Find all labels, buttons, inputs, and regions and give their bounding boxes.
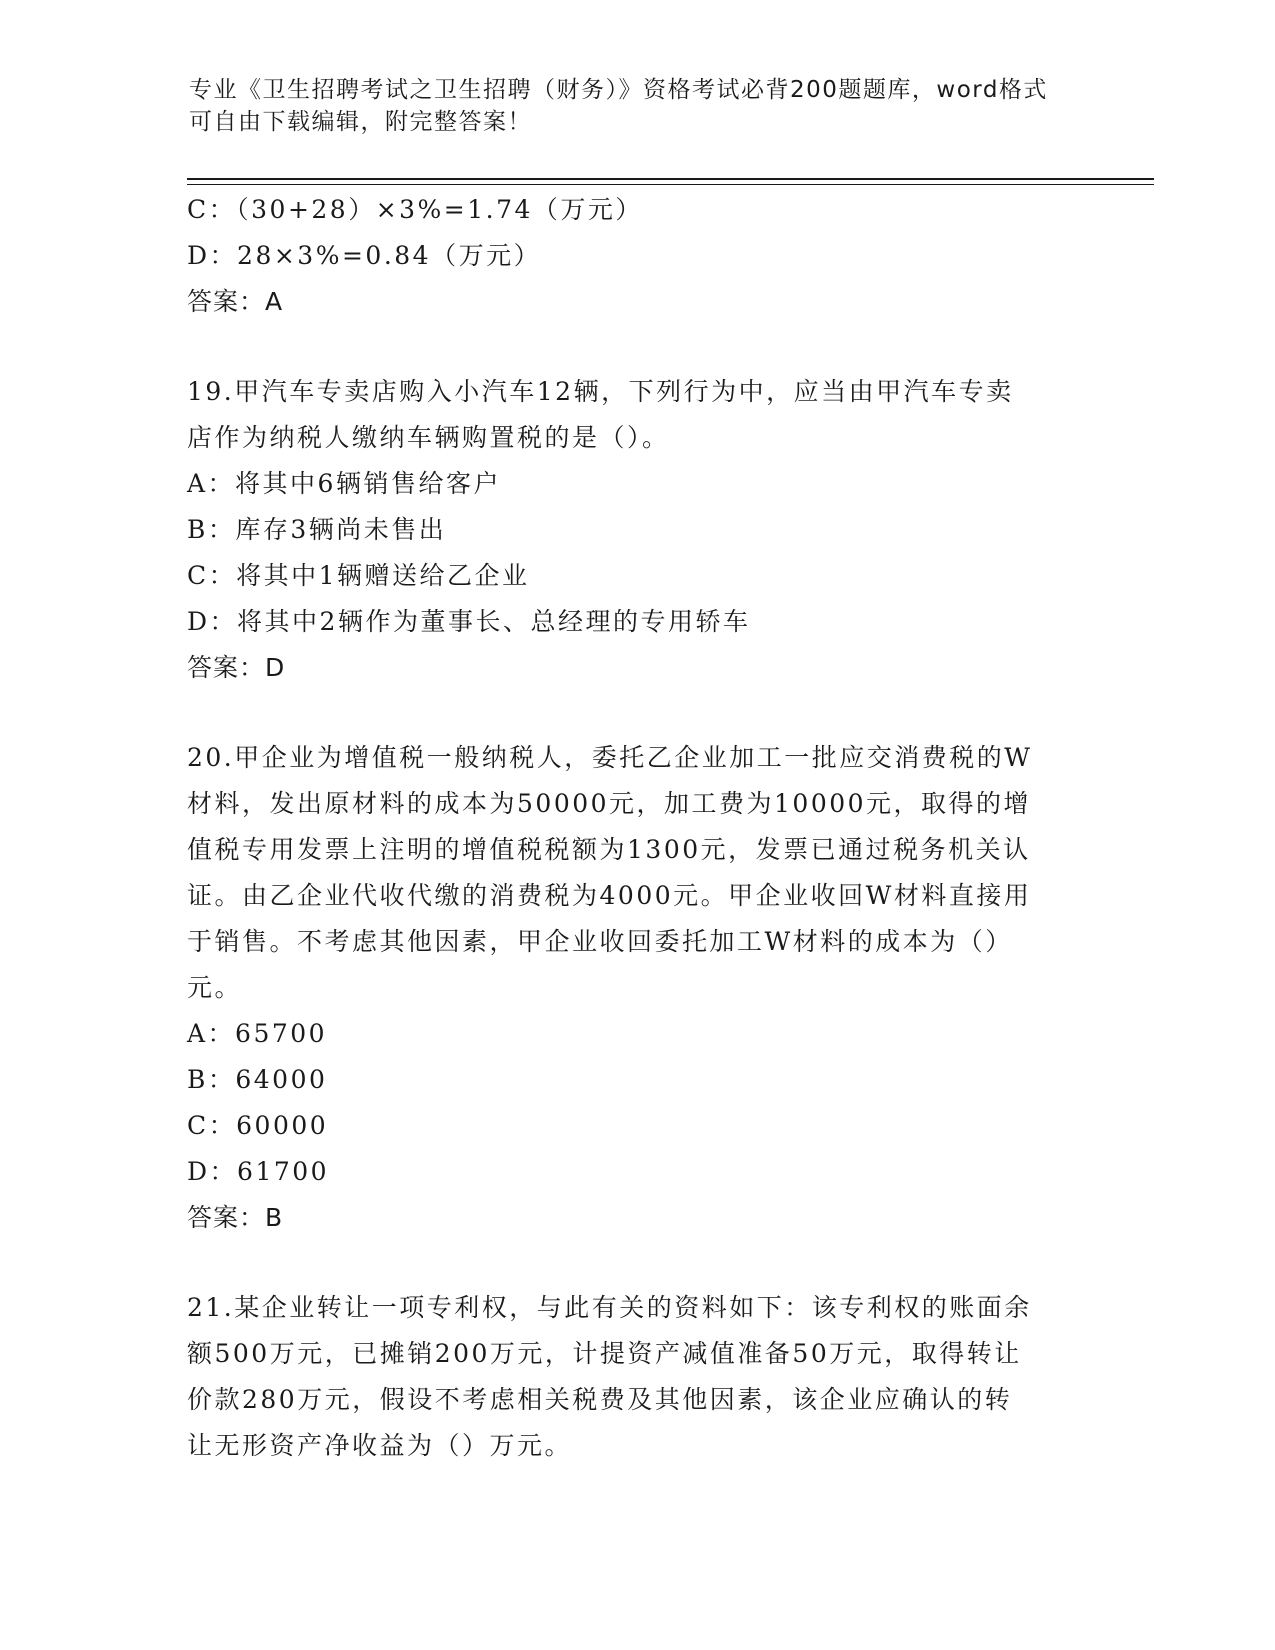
option-a: A：将其中6辆销售给客户 — [187, 469, 501, 498]
question-line: 店作为纳税人缴纳车辆购置税的是（）。 — [187, 423, 670, 452]
answer-line: 答案：B — [187, 1203, 284, 1232]
answer-line: 答案：A — [187, 287, 284, 316]
question-19 — [187, 369, 1087, 691]
document-body — [187, 187, 1087, 1469]
option-c: C：将其中1辆赠送给乙企业 — [187, 561, 530, 590]
question-line: 21.某企业转让一项专利权，与此有关的资料如下：该专利权的账面余 — [187, 1293, 1032, 1322]
option-a: A：65700 — [187, 1019, 328, 1048]
header-title-line-2: 可自由下载编辑，附完整答案！ — [189, 109, 532, 135]
question-text — [187, 369, 1087, 461]
question-line: 额500万元，已摊销200万元，计提资产减值准备50万元，取得转让 — [187, 1339, 1022, 1368]
option-b: B：64000 — [187, 1065, 328, 1094]
option-c: C：（30+28）×3%=1.74（万元） — [187, 195, 643, 224]
question-line: 值税专用发票上注明的增值税税额为1300元，发票已通过税务机关认 — [187, 835, 1031, 864]
option-d: D：28×3%=0.84（万元） — [187, 241, 542, 270]
option-d: D：61700 — [187, 1157, 330, 1186]
question-line: 让无形资产净收益为（）万元。 — [187, 1431, 573, 1460]
question-line: 证。由乙企业代收代缴的消费税为4000元。甲企业收回W材料直接用 — [187, 881, 1032, 910]
option-b: B：库存3辆尚未售出 — [187, 515, 447, 544]
question-text — [187, 1285, 1087, 1469]
question-text — [187, 735, 1087, 1011]
question-line: 20.甲企业为增值税一般纳税人，委托乙企业加工一批应交消费税的W — [187, 743, 1033, 772]
spacer — [187, 325, 1087, 369]
answer-line: 答案：D — [187, 653, 286, 682]
carryover-block — [187, 187, 1087, 325]
question-line: 材料，发出原材料的成本为50000元，加工费为10000元，取得的增 — [187, 789, 1032, 818]
option-c: C：60000 — [187, 1111, 329, 1140]
header-divider-thin — [187, 184, 1154, 185]
question-line: 于销售。不考虑其他因素，甲企业收回委托加工W材料的成本为（） — [187, 927, 1013, 956]
question-line: 价款280万元，假设不考虑相关税费及其他因素，该企业应确认的转 — [187, 1385, 1013, 1414]
question-line: 19.甲汽车专卖店购入小汽车12辆，下列行为中，应当由甲汽车专卖 — [187, 377, 1014, 406]
question-20 — [187, 735, 1087, 1241]
spacer — [187, 1241, 1087, 1285]
spacer — [187, 691, 1087, 735]
page-header — [189, 74, 1069, 138]
question-line: 元。 — [187, 973, 243, 1002]
header-title-line-1: 专业《卫生招聘考试之卫生招聘（财务）》资格考试必背200题题库，word格式 — [189, 77, 1048, 103]
question-21 — [187, 1285, 1087, 1469]
header-divider-thick — [187, 178, 1154, 180]
option-d: D：将其中2辆作为董事长、总经理的专用轿车 — [187, 607, 751, 636]
